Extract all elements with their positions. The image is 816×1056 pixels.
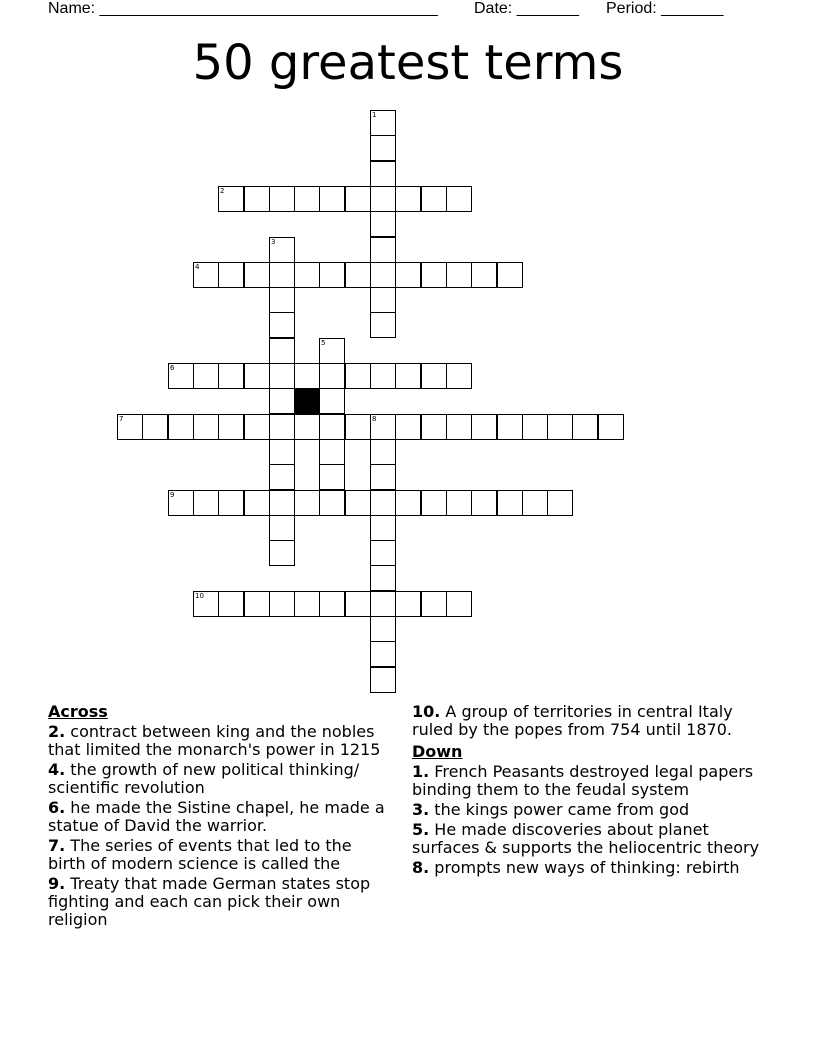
grid-cell[interactable] xyxy=(370,464,396,490)
cell-number: 1 xyxy=(372,111,377,119)
clue-item xyxy=(48,761,393,797)
date-field: Date: _______ xyxy=(474,0,579,17)
grid-cell[interactable] xyxy=(269,540,295,566)
grid-cell[interactable] xyxy=(345,414,371,440)
clue-text: the kings power came from god xyxy=(429,800,690,819)
grid-cell[interactable] xyxy=(395,262,421,288)
grid-cell[interactable] xyxy=(370,591,396,617)
grid-cell[interactable] xyxy=(370,515,396,541)
grid-cell[interactable] xyxy=(345,262,371,288)
grid-cell[interactable] xyxy=(319,388,345,414)
grid-cell[interactable] xyxy=(319,338,345,364)
cell-number: 9 xyxy=(170,491,175,499)
grid-cell[interactable] xyxy=(294,591,320,617)
grid-cell[interactable] xyxy=(319,591,345,617)
grid-cell[interactable] xyxy=(319,464,345,490)
grid-cell[interactable] xyxy=(370,237,396,263)
cell-number: 7 xyxy=(119,415,124,423)
grid-cell[interactable] xyxy=(446,262,472,288)
grid-cell[interactable] xyxy=(446,186,472,212)
grid-cell[interactable] xyxy=(370,490,396,516)
grid-cell[interactable] xyxy=(598,414,624,440)
grid-cell[interactable] xyxy=(370,439,396,465)
grid-cell[interactable] xyxy=(294,363,320,389)
grid-cell[interactable] xyxy=(269,237,295,263)
grid-cell[interactable] xyxy=(244,490,270,516)
grid-cell[interactable] xyxy=(522,414,548,440)
clue-text: prompts new ways of thinking: rebirth xyxy=(429,858,740,877)
grid-cell[interactable] xyxy=(471,490,497,516)
grid-cell[interactable] xyxy=(471,414,497,440)
grid-cell[interactable] xyxy=(244,262,270,288)
down-list xyxy=(412,763,768,877)
grid-cell[interactable] xyxy=(269,464,295,490)
grid-cell[interactable] xyxy=(497,414,523,440)
clue-item xyxy=(48,799,393,835)
grid-cell[interactable] xyxy=(395,490,421,516)
grid-cell[interactable] xyxy=(421,591,447,617)
period-field: Period: _______ xyxy=(606,0,724,17)
grid-cell[interactable] xyxy=(218,490,244,516)
grid-cell[interactable] xyxy=(370,186,396,212)
grid-cell[interactable] xyxy=(269,439,295,465)
clue-item xyxy=(412,821,768,857)
grid-cell[interactable] xyxy=(193,262,219,288)
grid-cell[interactable] xyxy=(294,186,320,212)
grid-cell[interactable] xyxy=(446,363,472,389)
grid-cell[interactable] xyxy=(269,338,295,364)
grid-cell[interactable] xyxy=(547,490,573,516)
clue-number: 5. xyxy=(412,820,430,839)
cell-number: 6 xyxy=(170,364,175,372)
grid-cell[interactable] xyxy=(446,591,472,617)
grid-cell[interactable] xyxy=(421,262,447,288)
grid-cell[interactable] xyxy=(168,490,194,516)
puzzle-title: 50 greatest terms xyxy=(192,35,624,91)
grid-cell[interactable] xyxy=(345,186,371,212)
grid-cell[interactable] xyxy=(294,262,320,288)
grid-cell[interactable] xyxy=(370,540,396,566)
clue-item xyxy=(412,859,768,877)
grid-cell[interactable] xyxy=(269,388,295,414)
grid-cell[interactable] xyxy=(294,414,320,440)
grid-cell[interactable] xyxy=(117,414,143,440)
clue-text: he made the Sistine chapel, he made a statue of David the warrior. xyxy=(48,798,385,835)
grid-cell[interactable] xyxy=(269,287,295,313)
across-list-continued xyxy=(412,703,768,739)
clue-item xyxy=(412,763,768,799)
clue-item xyxy=(48,837,393,873)
grid-cell[interactable] xyxy=(370,135,396,161)
cell-number: 4 xyxy=(195,263,200,271)
grid-cell[interactable] xyxy=(269,363,295,389)
clue-number: 2. xyxy=(48,722,66,741)
cell-number: 10 xyxy=(195,592,204,600)
clue-number: 9. xyxy=(48,874,66,893)
grid-cell[interactable] xyxy=(421,186,447,212)
grid-cell[interactable] xyxy=(370,363,396,389)
grid-cell[interactable] xyxy=(269,312,295,338)
clue-text: French Peasants destroyed legal papers binding them to the feudal system xyxy=(412,762,754,799)
grid-cell[interactable] xyxy=(370,161,396,187)
grid-cell[interactable] xyxy=(421,414,447,440)
grid-cell[interactable] xyxy=(370,616,396,642)
grid-cell[interactable] xyxy=(522,490,548,516)
grid-cell[interactable] xyxy=(370,312,396,338)
across-list xyxy=(48,723,393,929)
grid-cell[interactable] xyxy=(218,414,244,440)
clue-item xyxy=(412,703,768,739)
name-field: Name: ______________________________________ xyxy=(48,0,438,17)
grid-cell[interactable] xyxy=(319,490,345,516)
grid-cell[interactable] xyxy=(218,186,244,212)
grid-cell[interactable] xyxy=(370,287,396,313)
grid-cell[interactable] xyxy=(370,565,396,591)
grid-cell[interactable] xyxy=(319,414,345,440)
grid-cell[interactable] xyxy=(446,490,472,516)
grid-cell[interactable] xyxy=(345,363,371,389)
grid-cell[interactable] xyxy=(547,414,573,440)
clue-item xyxy=(48,723,393,759)
grid-cell[interactable] xyxy=(193,490,219,516)
clue-text: The series of events that led to the birth of modern science is called the xyxy=(48,836,352,873)
grid-cell[interactable] xyxy=(168,414,194,440)
grid-cell[interactable] xyxy=(497,262,523,288)
grid-cell[interactable] xyxy=(497,490,523,516)
cell-number: 2 xyxy=(220,187,225,195)
grid-cell[interactable] xyxy=(395,414,421,440)
grid-cell[interactable] xyxy=(421,490,447,516)
cell-number: 5 xyxy=(321,339,326,347)
grid-cell[interactable] xyxy=(244,591,270,617)
clue-number: 3. xyxy=(412,800,430,819)
grid-cell[interactable] xyxy=(395,363,421,389)
grid-cell[interactable] xyxy=(370,110,396,136)
grid-cell[interactable] xyxy=(269,186,295,212)
across-clues xyxy=(48,703,393,931)
grid-cell[interactable] xyxy=(218,591,244,617)
clue-item xyxy=(412,801,768,819)
grid-cell[interactable] xyxy=(193,591,219,617)
grid-cell[interactable] xyxy=(370,414,396,440)
grid-cell[interactable] xyxy=(572,414,598,440)
grid-cell[interactable] xyxy=(269,591,295,617)
grid-cell[interactable] xyxy=(269,515,295,541)
grid-cell[interactable] xyxy=(244,363,270,389)
clue-number: 6. xyxy=(48,798,66,817)
grid-cell[interactable] xyxy=(370,262,396,288)
grid-cell[interactable] xyxy=(218,262,244,288)
grid-cell[interactable] xyxy=(269,490,295,516)
right-clues-column xyxy=(412,703,768,879)
clue-number: 10. xyxy=(412,702,441,721)
grid-cell[interactable] xyxy=(244,414,270,440)
grid-cell[interactable] xyxy=(345,591,371,617)
cell-number: 3 xyxy=(271,238,276,246)
grid-cell[interactable] xyxy=(319,363,345,389)
grid-cell[interactable] xyxy=(218,363,244,389)
grid-cell[interactable] xyxy=(370,667,396,693)
grid-cell[interactable] xyxy=(319,262,345,288)
black-cell xyxy=(294,388,320,414)
grid-cell[interactable] xyxy=(370,641,396,667)
clue-text: contract between king and the nobles that limited the monarch's power in 1215 xyxy=(48,722,381,759)
grid-cell[interactable] xyxy=(142,414,168,440)
clue-text: the growth of new political thinking/ scientific revolution xyxy=(48,760,360,797)
cell-number: 8 xyxy=(372,415,377,423)
down-heading: Down xyxy=(412,742,463,761)
clue-item xyxy=(48,875,393,929)
grid-cell[interactable] xyxy=(193,363,219,389)
grid-cell[interactable] xyxy=(168,363,194,389)
clue-number: 8. xyxy=(412,858,430,877)
clue-number: 4. xyxy=(48,760,66,779)
grid-cell[interactable] xyxy=(345,490,371,516)
grid-cell[interactable] xyxy=(446,414,472,440)
grid-cell[interactable] xyxy=(471,262,497,288)
grid-cell[interactable] xyxy=(395,186,421,212)
across-heading: Across xyxy=(48,702,108,721)
grid-cell[interactable] xyxy=(193,414,219,440)
grid-cell[interactable] xyxy=(294,490,320,516)
grid-cell[interactable] xyxy=(269,414,295,440)
clue-text: He made discoveries about planet surfaces & supports the heliocentric theory xyxy=(412,820,760,857)
clue-number: 7. xyxy=(48,836,66,855)
grid-cell[interactable] xyxy=(395,591,421,617)
grid-cell[interactable] xyxy=(421,363,447,389)
grid-cell[interactable] xyxy=(269,262,295,288)
clue-number: 1. xyxy=(412,762,430,781)
grid-cell[interactable] xyxy=(244,186,270,212)
clue-text: A group of territories in central Italy ruled by the popes from 754 until 1870. xyxy=(412,702,733,739)
grid-cell[interactable] xyxy=(370,211,396,237)
grid-cell[interactable] xyxy=(319,439,345,465)
clue-text: Treaty that made German states stop fighting and each can pick their own religion xyxy=(48,874,371,929)
grid-cell[interactable] xyxy=(319,186,345,212)
